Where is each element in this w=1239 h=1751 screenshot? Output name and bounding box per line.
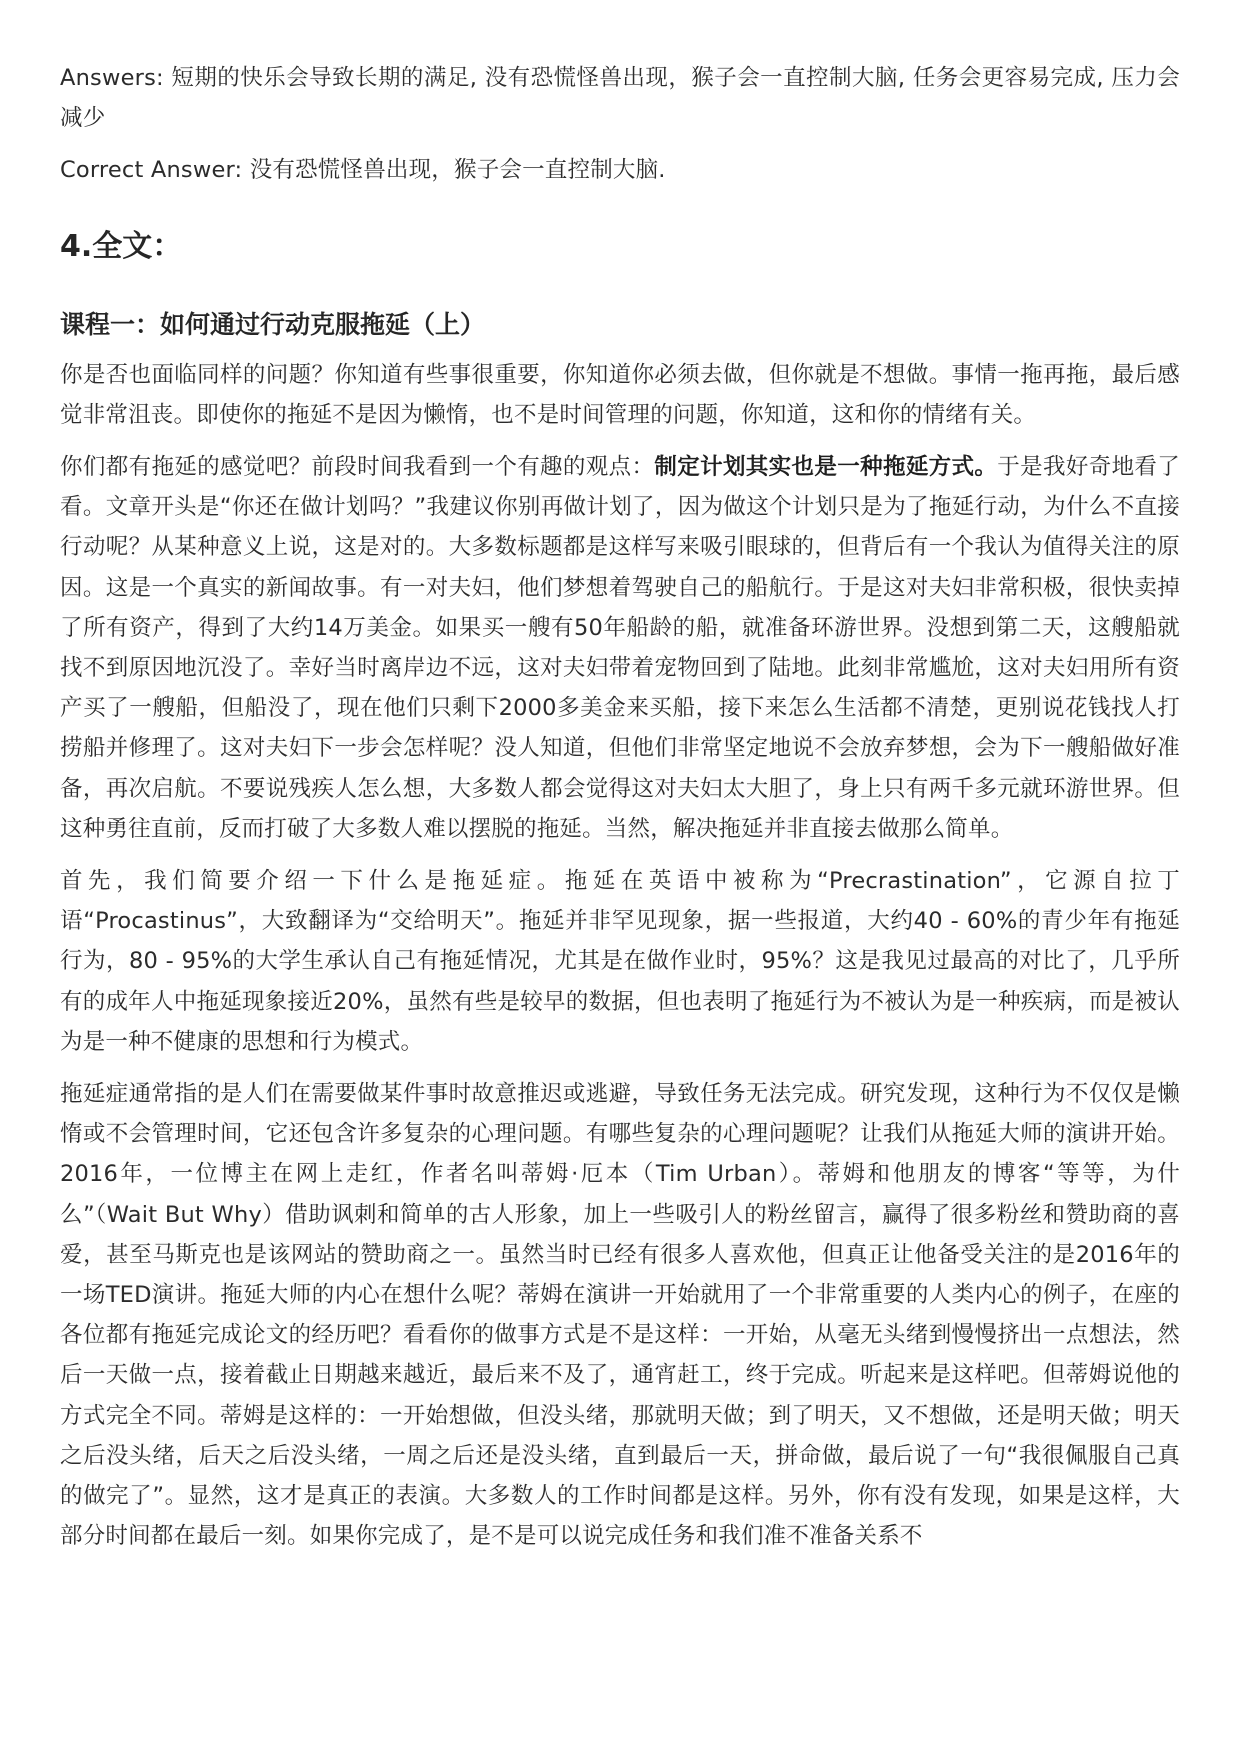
paragraph-2 <box>60 447 1180 849</box>
paragraph-1: 你是否也面临同样的问题？你知道有些事很重要，你知道你必须去做，但你就是不想做。事情一拖再拖，最后感觉非常沮丧。即使你的拖延不是因为懒惰，也不是时间管理的问题，你知道，这和你的情绪有关。 <box>60 361 1180 428</box>
correct-answer-text: 没有恐慌怪兽出现，猴子会一直控制大脑. <box>249 157 666 184</box>
correct-answer-label: Correct Answer: <box>60 157 243 184</box>
answers-label: Answers: <box>60 65 164 91</box>
document-page <box>60 58 1180 1569</box>
paragraph-2-intro: 你们都有拖延的感觉吧？前段时间我看到一个有趣的观点： <box>60 454 655 481</box>
paragraph-2-rest: 于是我好奇地看了看。文章开头是“你还在做计划吗？”我建议你别再做计划了，因为做这个计划只是为了拖延行动，为什么不直接行动呢？从某种意义上说，这是对的。大多数标题都是这样写来吸引眼球的，但背后有一个我认为值得关注的原因。这是一个真实的新闻故事。有一对夫妇，他们梦想着驾驶自己的船航行。于是这对夫妇非常积极，很快卖掉了所有资产，得到了大约14万美金。如果买一艘有50年船龄的船，就准备环游世界。没想到第二天，这艘船就找不到原因地沉没了。幸好当时离岸边不远，这对夫妇带着宠物回到了陆地。此刻非常尴尬，这对夫妇用所有资产买了一艘船，但船没了，现在他们只剩下2000多美金来买船，接下来怎么生活都不清楚，更别说花钱找人打捞船并修理了。这对夫妇下一步会怎样呢？没人知道，但他们非常坚定地说不会放弃梦想，会为下一艘船做好准备，再次启航。不要说残疾人怎么想，大多数人都会觉得这对夫妇太大胆了，身上只有两千多元就环游世界。但这种勇往直前，反而打破了大多数人难以摆脱的拖延。当然，解决拖延并非直接去做那么简单。 <box>60 454 1180 842</box>
section-heading: 4.全文： <box>60 228 183 264</box>
correct-answer-line <box>60 150 1180 190</box>
answers-text: 短期的快乐会导致长期的满足, 没有恐慌怪兽出现，猴子会一直控制大脑, 任务会更容易完成, 压力会减少 <box>60 65 1180 132</box>
lesson-heading: 课程一：如何通过行动克服拖延（上） <box>60 309 486 339</box>
paragraph-4: 拖延症通常指的是人们在需要做某件事时故意推迟或逃避，导致任务无法完成。研究发现，这种行为不仅仅是懒惰或不会管理时间，它还包含许多复杂的心理问题。有哪些复杂的心理问题呢？让我们从拖延大师的演讲开始。2016年，一位博主在网上走红，作者名叫蒂姆·厄本（Tim Urban）。蒂姆和他朋友的博客“等等，为什么”（Wait But Why）借助讽刺和简单的古人形象，加上一些吸引人的粉丝留言，赢得了很多粉丝和赞助商的喜爱，甚至马斯克也是该网站的赞助商之一。虽然当时已经有很多人喜欢他，但真正让他备受关注的是2016年的一场TED演讲。拖延大师的内心在想什么呢？蒂姆在演讲一开始就用了一个非常重要的人类内心的例子，在座的各位都有拖延完成论文的经历吧？看看你的做事方式是不是这样：一开始，从毫无头绪到慢慢挤出一点想法，然后一天做一点，接着截止日期越来越近，最后来不及了，通宵赶工，终于完成。听起来是这样吧。但蒂姆说他的方式完全不同。蒂姆是这样的：一开始想做，但没头绪，那就明天做；到了明天，又不想做，还是明天做；明天之后没头绪，后天之后没头绪，一周之后还是没头绪，直到最后一天，拼命做，最后说了一句“我很佩服自己真的做完了”。显然，这才是真正的表演。大多数人的工作时间都是这样。另外，你有没有发现，如果是这样，大部分时间都在最后一刻。如果你完成了，是不是可以说完成任务和我们准不准备关系不 <box>60 1081 1180 1550</box>
paragraph-3: 首先，我们简要介绍一下什么是拖延症。拖延在英语中被称为“Precrastination”，它源自拉丁语“Procastinus”，大致翻译为“交给明天”。拖延并非罕见现象，据一些报道，大约40 - 60%的青少年有拖延行为，80 - 95%的大学生承认自己有拖延情况，尤其是在做作业时，95%？这是我见过最高的对比了，几乎所有的成年人中拖延现象接近20%，虽然有些是较早的数据，但也表明了拖延行为不被认为是一种疾病，而是被认为是一种不健康的思想和行为模式。 <box>60 868 1180 1055</box>
answers-line <box>60 58 1180 138</box>
paragraph-2-bold-statement: 制定计划其实也是一种拖延方式。 <box>654 454 998 481</box>
